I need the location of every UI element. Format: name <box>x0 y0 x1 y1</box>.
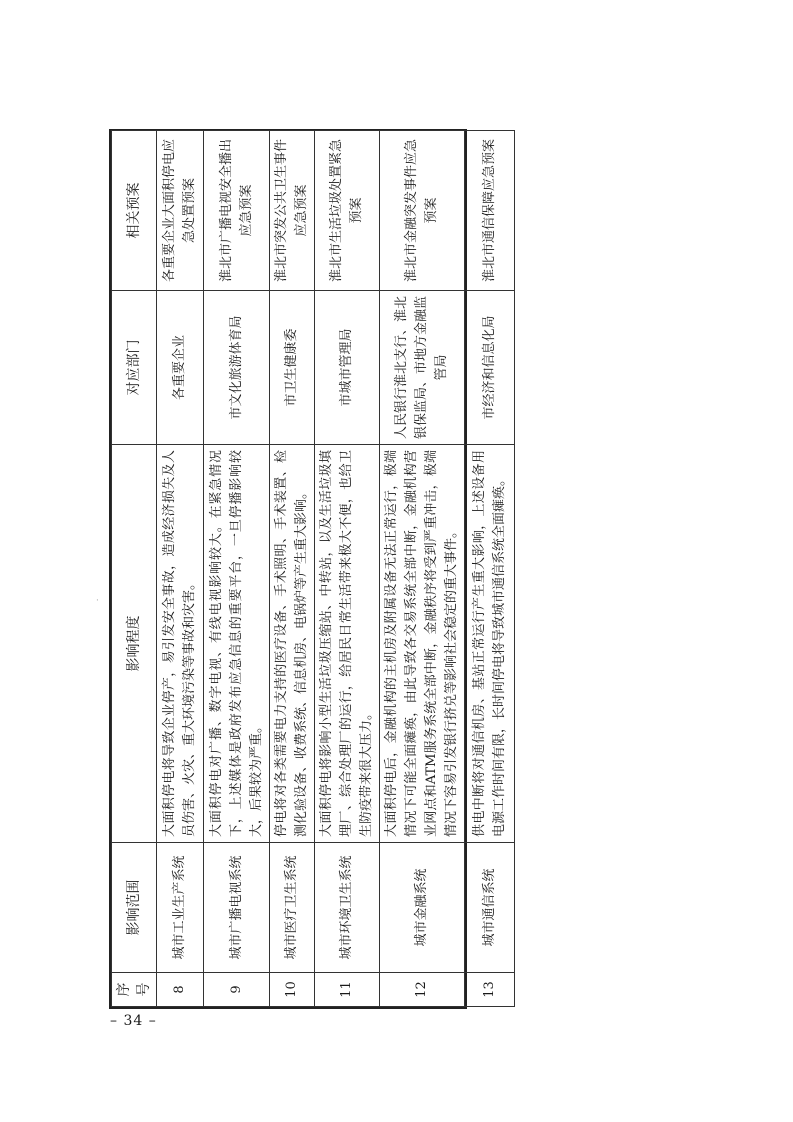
row-scope: 城市医疗卫生系统 <box>270 843 315 973</box>
header-dept: 对应部门 <box>112 291 157 445</box>
table-row <box>315 131 380 1007</box>
table-row <box>465 131 515 1007</box>
row-scope: 城市广播电视系统 <box>204 843 270 973</box>
header-scope: 影响范围 <box>112 843 157 973</box>
table-header-row <box>112 131 157 1007</box>
row-scope: 城市通信系统 <box>465 843 515 973</box>
row-scope: 城市金融系统 <box>380 843 465 973</box>
page-number: – 34 – <box>110 1013 157 1029</box>
row-plan: 淮北市金融突发事件应急预案 <box>380 131 465 291</box>
table-row <box>270 131 315 1007</box>
row-no: 12 <box>380 973 465 1007</box>
table-row <box>380 131 465 1007</box>
row-plan: 淮北市广播电视安全播出应急预案 <box>204 131 270 291</box>
header-no: 序号 <box>112 973 157 1007</box>
row-plan: 各重要企业大面积停电应急处置预案 <box>157 131 204 291</box>
impact-table <box>111 130 515 1007</box>
row-plan: 淮北市生活垃圾处置紧急预案 <box>315 131 380 291</box>
row-impact: 供电中断将对通信机房、基站正常运行产生重大影响，上述设备用电源工作时间有限，长时间停电将导致城市通信系统全面瘫痪。 <box>465 445 515 843</box>
row-dept: 市经济和信息化局 <box>465 291 515 445</box>
row-no: 13 <box>465 973 515 1007</box>
header-impact: 影响程度 <box>112 445 157 843</box>
row-dept: 市文化旅游体育局 <box>204 291 270 445</box>
row-dept: 市卫生健康委 <box>270 291 315 445</box>
row-dept: 市城市管理局 <box>315 291 380 445</box>
row-dept: 人民银行淮北支行、淮北银保监局、市地方金融监管局 <box>380 291 465 445</box>
table-row <box>157 131 204 1007</box>
row-no: 8 <box>157 973 204 1007</box>
row-impact: 大面积停电对广播、数字电视、有线电视影响较大。在紧急情况下，上述媒体是政府发布应急信息的重要平台，一旦停播影响较大，后果较为严重。 <box>204 445 270 843</box>
row-impact: 大面积停电将影响小型生活垃圾压缩站、中转站，以及生活垃圾填埋厂、综合处理厂的运行，给居民日常生活带来极大不便，也给卫生防疫带来很大压力。 <box>315 445 380 843</box>
header-plan: 相关预案 <box>112 131 157 291</box>
row-impact: 大面积停电将导致企业停产，易引发安全事故，造成经济损失及人员伤害、火灾、重大环境污染等事故和灾害。 <box>157 445 204 843</box>
row-scope: 城市环境卫生系统 <box>315 843 380 973</box>
row-dept: 各重要企业 <box>157 291 204 445</box>
row-impact: 停电将对各类需要电力支持的医疗设备、手术照明、手术装置、检测化验设备、收费系统、信息机房、电锅炉等产生重大影响。 <box>270 445 315 843</box>
table-row <box>204 131 270 1007</box>
faint-mark: · <box>96 596 99 606</box>
data-table-frame <box>109 129 507 1009</box>
row-no: 11 <box>315 973 380 1007</box>
rotated-table-container <box>111 131 507 1007</box>
row-scope: 城市工业生产系统 <box>157 843 204 973</box>
row-impact: 大面积停电后，金融机构的主机房及附属设备无法正常运行，极端情况下可能全面瘫痪，由此导致各交易系统全部中断，金融机构营业网点和ATM服务系统全部中断，金融秩序将受到严重冲击，极端情况下容易引发银行挤兑等影响社会稳定的重大事件。 <box>380 445 465 843</box>
row-plan: 淮北市通信保障应急预案 <box>465 131 515 291</box>
row-no: 10 <box>270 973 315 1007</box>
row-no: 9 <box>204 973 270 1007</box>
row-plan: 淮北市突发公共卫生事件应急预案 <box>270 131 315 291</box>
